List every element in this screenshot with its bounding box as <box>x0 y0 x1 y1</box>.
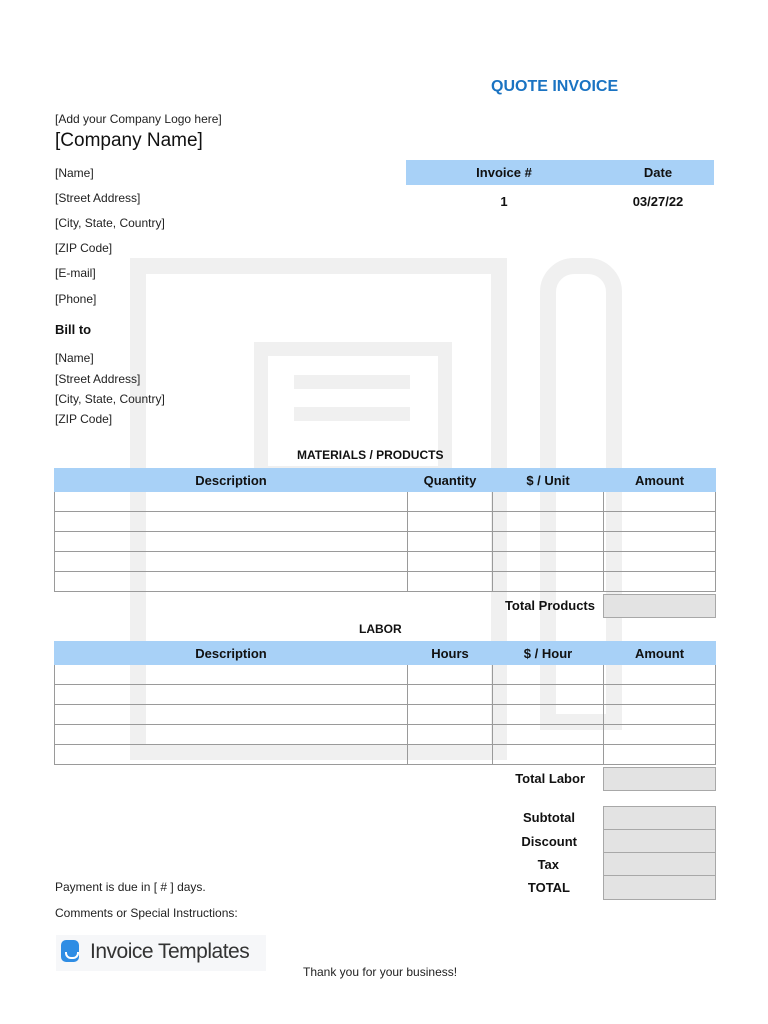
total-products-label: Total Products <box>504 598 595 613</box>
table-cell[interactable] <box>55 572 408 592</box>
labor-col-hours: Hours <box>408 642 493 665</box>
table-cell[interactable] <box>604 492 716 512</box>
total-products-value[interactable] <box>603 594 716 618</box>
table-cell[interactable] <box>493 552 604 572</box>
table-cell[interactable] <box>408 572 493 592</box>
watermark-pencil-band <box>556 320 606 350</box>
table-cell[interactable] <box>408 532 493 552</box>
table-cell[interactable] <box>408 665 493 685</box>
materials-col-description: Description <box>55 469 408 492</box>
materials-header-row <box>55 469 716 492</box>
company-name[interactable]: [Company Name] <box>55 130 203 151</box>
table-cell[interactable] <box>604 685 716 705</box>
labor-col-amount: Amount <box>604 642 716 665</box>
table-row <box>55 665 716 685</box>
table-cell[interactable] <box>408 552 493 572</box>
table-cell[interactable] <box>493 705 604 725</box>
bill-to-city-state-country[interactable]: [City, State, Country] <box>55 392 165 406</box>
table-cell[interactable] <box>493 512 604 532</box>
table-row <box>55 685 716 705</box>
subtotal-value[interactable] <box>603 806 716 830</box>
materials-col-quantity: Quantity <box>408 469 493 492</box>
brand-logo-text: Invoice Templates <box>90 940 250 963</box>
invoice-date-label: Date <box>643 165 673 180</box>
company-email[interactable]: [E-mail] <box>55 266 96 280</box>
invoice-date-value[interactable]: 03/27/22 <box>632 194 684 209</box>
table-cell[interactable] <box>604 705 716 725</box>
tax-value[interactable] <box>603 852 716 876</box>
watermark-line <box>294 375 410 389</box>
company-zip-code[interactable]: [ZIP Code] <box>55 241 113 255</box>
tax-label: Tax <box>537 857 559 872</box>
table-cell[interactable] <box>55 705 408 725</box>
company-city-state-country[interactable]: [City, State, Country] <box>55 216 165 230</box>
table-cell[interactable] <box>408 512 493 532</box>
materials-col-unit-price: $ / Unit <box>493 469 604 492</box>
table-cell[interactable] <box>493 492 604 512</box>
labor-col-hourly-rate: $ / Hour <box>493 642 604 665</box>
table-row <box>55 552 716 572</box>
company-street-address[interactable]: [Street Address] <box>55 191 141 205</box>
table-cell[interactable] <box>55 532 408 552</box>
thank-you-note: Thank you for your business! <box>303 965 458 979</box>
table-row <box>55 532 716 552</box>
invoice-number-value[interactable]: 1 <box>500 194 508 209</box>
labor-heading: LABOR <box>359 622 402 636</box>
table-row <box>55 705 716 725</box>
table-cell[interactable] <box>408 492 493 512</box>
subtotal-label: Subtotal <box>523 810 575 825</box>
bill-to-heading: Bill to <box>55 322 92 337</box>
discount-label: Discount <box>521 834 577 849</box>
company-logo-placeholder[interactable]: [Add your Company Logo here] <box>55 112 222 126</box>
table-row <box>55 745 716 765</box>
total-label: TOTAL <box>527 880 570 895</box>
table-cell[interactable] <box>408 725 493 745</box>
table-cell[interactable] <box>55 492 408 512</box>
total-value[interactable] <box>603 875 716 900</box>
table-cell[interactable] <box>55 685 408 705</box>
invoice-number-label: Invoice # <box>476 165 532 180</box>
discount-value[interactable] <box>603 829 716 853</box>
materials-col-amount: Amount <box>604 469 716 492</box>
table-cell[interactable] <box>408 705 493 725</box>
table-row <box>55 572 716 592</box>
brand-logo <box>56 935 266 971</box>
table-cell[interactable] <box>55 512 408 532</box>
bill-to-zip-code[interactable]: [ZIP Code] <box>55 412 113 426</box>
table-row <box>55 512 716 532</box>
table-cell[interactable] <box>493 745 604 765</box>
table-cell[interactable] <box>604 572 716 592</box>
table-cell[interactable] <box>493 572 604 592</box>
table-cell[interactable] <box>604 512 716 532</box>
table-cell[interactable] <box>493 685 604 705</box>
table-cell[interactable] <box>55 745 408 765</box>
comments-label[interactable]: Comments or Special Instructions: <box>55 906 238 920</box>
total-labor-value[interactable] <box>603 767 716 791</box>
brand-logo-icon <box>61 940 79 962</box>
payment-terms[interactable]: Payment is due in [ # ] days. <box>55 880 206 894</box>
bill-to-name[interactable]: [Name] <box>55 351 94 365</box>
table-cell[interactable] <box>493 532 604 552</box>
total-labor-label: Total Labor <box>515 771 585 786</box>
table-row <box>55 492 716 512</box>
table-cell[interactable] <box>55 725 408 745</box>
table-cell[interactable] <box>604 532 716 552</box>
document-title: QUOTE INVOICE <box>491 78 619 95</box>
watermark-line <box>294 407 410 421</box>
table-cell[interactable] <box>408 745 493 765</box>
table-cell[interactable] <box>604 552 716 572</box>
table-row <box>55 725 716 745</box>
labor-header-row <box>55 642 716 665</box>
table-cell[interactable] <box>493 725 604 745</box>
table-cell[interactable] <box>493 665 604 685</box>
materials-table <box>54 468 716 592</box>
table-cell[interactable] <box>604 725 716 745</box>
bill-to-street-address[interactable]: [Street Address] <box>55 372 141 386</box>
labor-col-description: Description <box>55 642 408 665</box>
table-cell[interactable] <box>55 665 408 685</box>
company-contact-name[interactable]: [Name] <box>55 166 94 180</box>
labor-table <box>54 641 716 765</box>
company-phone[interactable]: [Phone] <box>55 292 97 306</box>
table-cell[interactable] <box>604 745 716 765</box>
materials-heading: MATERIALS / PRODUCTS <box>297 448 444 462</box>
table-cell[interactable] <box>55 552 408 572</box>
table-cell[interactable] <box>604 665 716 685</box>
table-cell[interactable] <box>408 685 493 705</box>
